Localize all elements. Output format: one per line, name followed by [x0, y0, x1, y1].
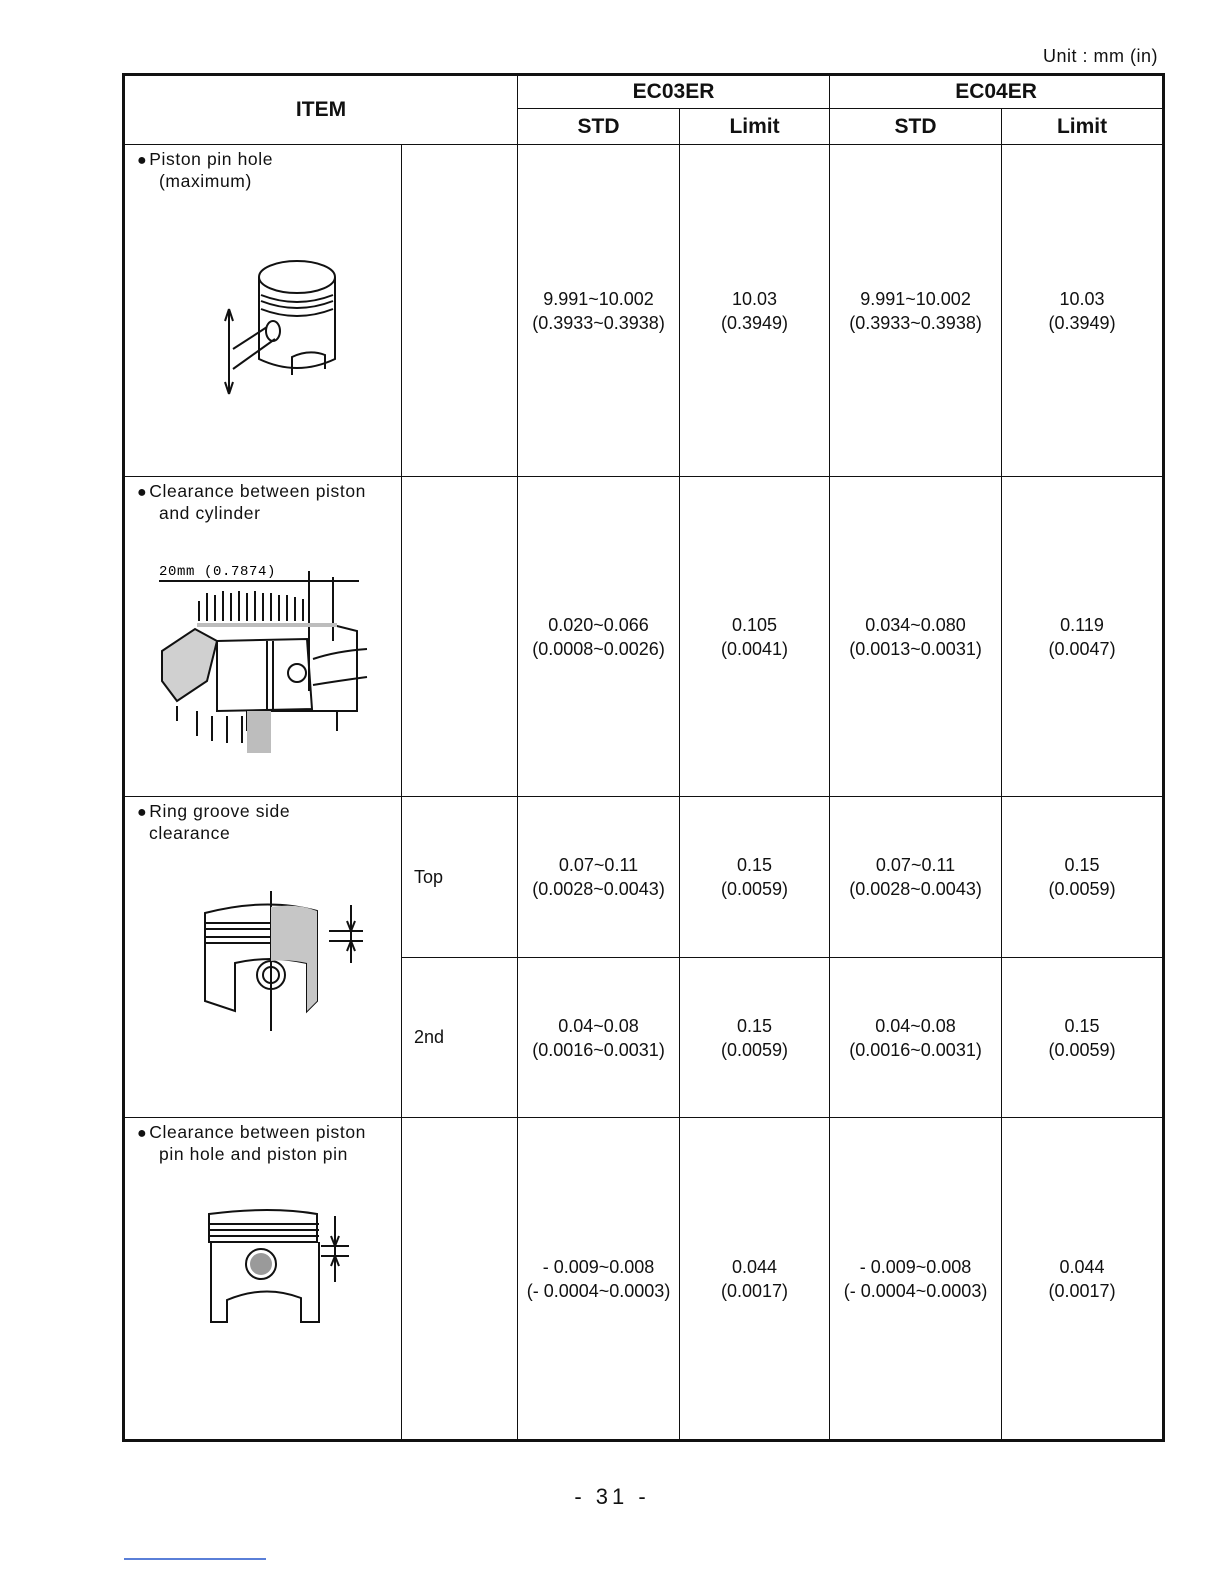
- bullet-icon: ●: [137, 1125, 148, 1142]
- piston-pin-hole-diagram: [137, 199, 387, 439]
- bottom-rule: [124, 1558, 266, 1560]
- ec03-std-value: 0.020~0.066 (0.0008~0.0026): [518, 477, 680, 797]
- sub-label-empty: [402, 145, 518, 477]
- header-ec03-std: STD: [518, 109, 680, 145]
- table-row: [124, 1118, 1164, 1441]
- header-ec04-std: STD: [830, 109, 1002, 145]
- ec03-limit-value: 10.03 (0.3949): [680, 145, 830, 477]
- piston-pin-diagram: [137, 1172, 387, 1362]
- sub-label-top: Top: [402, 797, 518, 958]
- ec04-limit-value: 0.15 (0.0059): [1002, 958, 1164, 1118]
- header-model-ec04er: EC04ER: [830, 75, 1164, 109]
- ec03-limit-value: 0.044 (0.0017): [680, 1118, 830, 1441]
- ec03-limit-value: 0.15 (0.0059): [680, 958, 830, 1118]
- header-item: ITEM: [124, 75, 518, 145]
- ec03-limit-value: 0.15 (0.0059): [680, 797, 830, 958]
- item-ring-groove-clearance: ● Ring groove side clearance: [124, 797, 402, 1118]
- piston-cylinder-diagram: [137, 531, 387, 761]
- table-row: [124, 145, 1164, 477]
- ec03-std-value: 0.04~0.08 (0.0016~0.0031): [518, 958, 680, 1118]
- table-row: [124, 477, 1164, 797]
- header-ec04-limit: Limit: [1002, 109, 1164, 145]
- page-number: - 31 -: [574, 1484, 650, 1509]
- table-row: [124, 797, 1164, 958]
- item-piston-pin-hole: ● Piston pin hole (maximum): [124, 145, 402, 477]
- ec03-std-value: - 0.009~0.008 (- 0.0004~0.0003): [518, 1118, 680, 1441]
- ec04-limit-value: 10.03 (0.3949): [1002, 145, 1164, 477]
- ec03-std-value: 0.07~0.11 (0.0028~0.0043): [518, 797, 680, 958]
- ec04-limit-value: 0.15 (0.0059): [1002, 797, 1164, 958]
- ec04-limit-value: 0.119 (0.0047): [1002, 477, 1164, 797]
- ec04-std-value: 0.04~0.08 (0.0016~0.0031): [830, 958, 1002, 1118]
- unit-label: Unit : mm (in): [1043, 46, 1158, 66]
- ec04-std-value: - 0.009~0.008 (- 0.0004~0.0003): [830, 1118, 1002, 1441]
- ec03-limit-value: 0.105 (0.0041): [680, 477, 830, 797]
- bullet-icon: ●: [137, 804, 148, 821]
- spec-table: [122, 73, 1165, 1442]
- ring-groove-diagram: [137, 851, 387, 1051]
- ec04-limit-value: 0.044 (0.0017): [1002, 1118, 1164, 1441]
- ec04-std-value: 0.034~0.080 (0.0013~0.0031): [830, 477, 1002, 797]
- sub-label-empty: [402, 477, 518, 797]
- ec04-std-value: 0.07~0.11 (0.0028~0.0043): [830, 797, 1002, 958]
- header-model-ec03er: EC03ER: [518, 75, 830, 109]
- item-piston-cylinder-clearance: ● Clearance between piston and cylinder 20mm (0.7874): [124, 477, 402, 797]
- sub-label-2nd: 2nd: [402, 958, 518, 1118]
- item-pin-clearance: ● Clearance between piston pin hole and piston pin: [124, 1118, 402, 1441]
- bullet-icon: ●: [137, 484, 148, 501]
- ec04-std-value: 9.991~10.002 (0.3933~0.3938): [830, 145, 1002, 477]
- header-ec03-limit: Limit: [680, 109, 830, 145]
- bullet-icon: ●: [137, 152, 148, 169]
- ec03-std-value: 9.991~10.002 (0.3933~0.3938): [518, 145, 680, 477]
- figure-dimension-label: 20mm (0.7874): [159, 564, 277, 580]
- sub-label-empty: [402, 1118, 518, 1441]
